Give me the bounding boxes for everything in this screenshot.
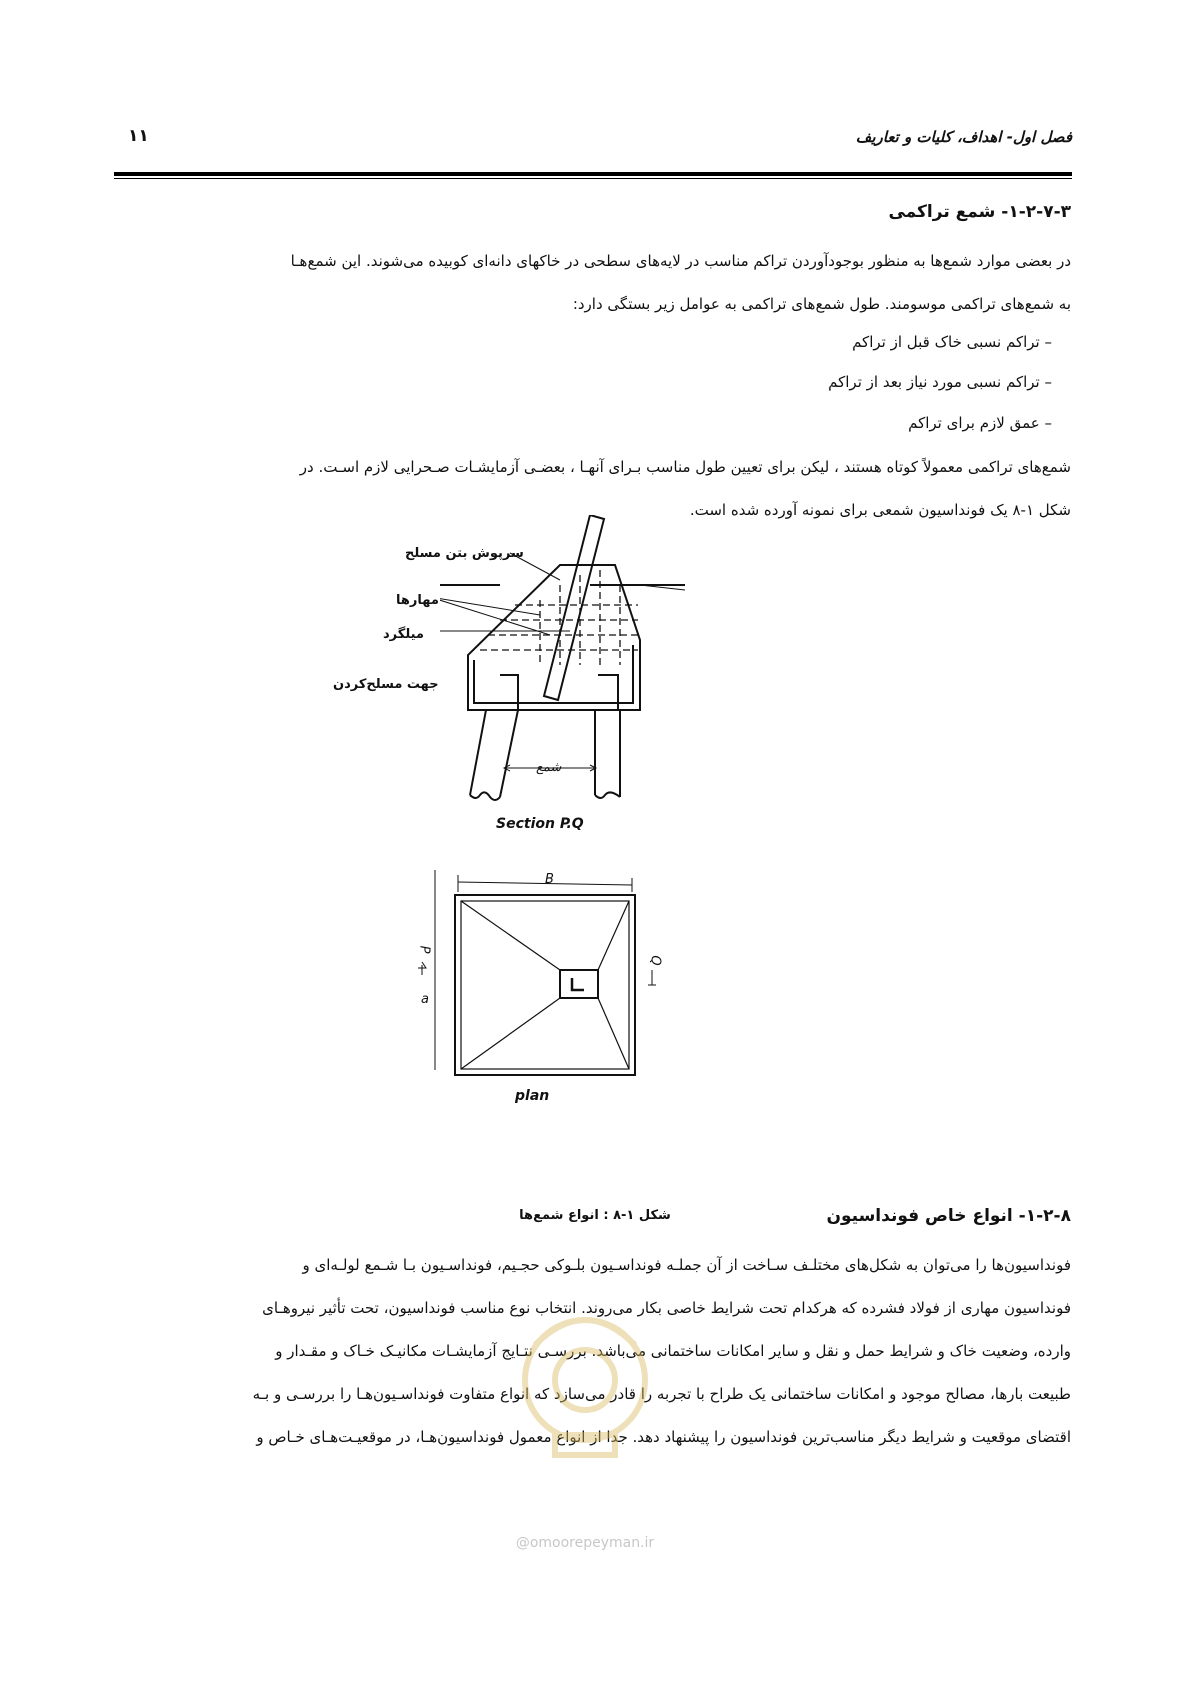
paragraph-line: اقتضای موقعیت و شرایط دیگر مناسب‌ترین فونداسیون را پیشنهاد دهد. جدا از انواع معمول فونداسیون‌هـا، در موقعیـت‌هـای خـاص و bbox=[256, 1428, 1071, 1446]
label-rebar: میلگرد bbox=[383, 627, 424, 642]
page-number: ۱۱ bbox=[128, 126, 149, 146]
page-header bbox=[118, 128, 1072, 152]
figure-caption: شکل ۱-۸ : انواع شمع‌ها bbox=[519, 1208, 671, 1223]
label-mark-q: Q bbox=[647, 955, 663, 966]
label-section: Section P.Q bbox=[496, 816, 584, 832]
paragraph-line: به شمع‌های تراکمی موسومند. طول شمع‌های تراکمی به عوامل زیر بستگی دارد: bbox=[572, 295, 1071, 313]
paragraph-line: شمع‌های تراکمی معمولاً کوتاه هستند ، لیکن برای تعیین طول مناسب بـرای آنهـا ، بعضـی آزمایشـات صـحرایی لازم اسـت. در bbox=[299, 458, 1071, 476]
paragraph-line: در بعضی موارد شمع‌ها به منظور بوجودآوردن تراکم مناسب در لایه‌های سطحی در خاکهای دانه‌ای کوبیده می‌شوند. این شمع‌هـا bbox=[290, 252, 1071, 270]
pile-plan-drawing bbox=[410, 870, 670, 1090]
section-heading-special-foundations: ۱-۲-۸- انواع خاص فونداسیون bbox=[826, 1206, 1071, 1226]
section-heading-compaction-pile: ۱-۲-۷-۳- شمع تراکمی bbox=[888, 202, 1071, 222]
watermark bbox=[470, 1285, 700, 1555]
chapter-title: فصل اول- اهداف، کلیات و تعاریف bbox=[855, 128, 1072, 146]
label-mark-p: P bbox=[416, 945, 432, 954]
paragraph-line: فونداسیون‌ها را می‌توان به شکل‌های مختلـف سـاخت از آن جملـه فونداسـیون بلـوکی حجـیم، فونداسـیون بـا شـمع لولـه‌ای و bbox=[302, 1256, 1071, 1274]
watermark-logo-icon bbox=[495, 1285, 675, 1485]
bullet-item: – عمق لازم برای تراکم bbox=[908, 414, 1052, 432]
label-dim-a: a bbox=[421, 992, 429, 1007]
paragraph-intro bbox=[115, 240, 1071, 326]
bullet-item: – تراکم نسبی مورد نیاز بعد از تراکم bbox=[828, 373, 1052, 391]
label-anchors: مهارها bbox=[396, 593, 439, 608]
label-plan: plan bbox=[515, 1088, 550, 1104]
paragraph-line: شکل ۱-۸ یک فونداسیون شمعی برای نمونه آورده شده است. bbox=[689, 501, 1071, 519]
label-reinforcement: جهت مسلح‌کردن bbox=[333, 677, 439, 692]
label-cap: سرپوش بتن مسلح bbox=[405, 546, 524, 561]
label-dim-b: B bbox=[545, 872, 554, 887]
label-pile: شمع bbox=[536, 760, 562, 775]
paragraph-line: طبیعت بارها، مصالح موجود و امکانات ساختمانی یک طراح با تجربه را قادر می‌سازد که انواع متفاوت فونداسـیون‌هـا را بررسـی و بـه bbox=[252, 1385, 1071, 1403]
paragraph-line: وارده، وضعیت خاک و شرایط حمل و نقل و سایر امکانات ساختمانی می‌باشد. بررسـی نتـایج آزمایشـات مکانیـک خـاک و مقـدار و bbox=[275, 1342, 1071, 1360]
bullet-item: – تراکم نسبی خاک قبل از تراکم bbox=[852, 333, 1052, 351]
paragraph-line: فونداسیون مهاری از فولاد فشرده که هرکدام تحت شرایط خاصی بکار می‌روند. انتخاب نوع مناسب فونداسیون، تحت تأثیر نیروهـای bbox=[262, 1299, 1071, 1317]
header-rule-thin bbox=[114, 178, 1072, 179]
watermark-site: @omoorepeyman.ir bbox=[515, 1535, 655, 1551]
header-rule-thick bbox=[114, 172, 1072, 176]
pile-section-drawing bbox=[440, 515, 700, 835]
